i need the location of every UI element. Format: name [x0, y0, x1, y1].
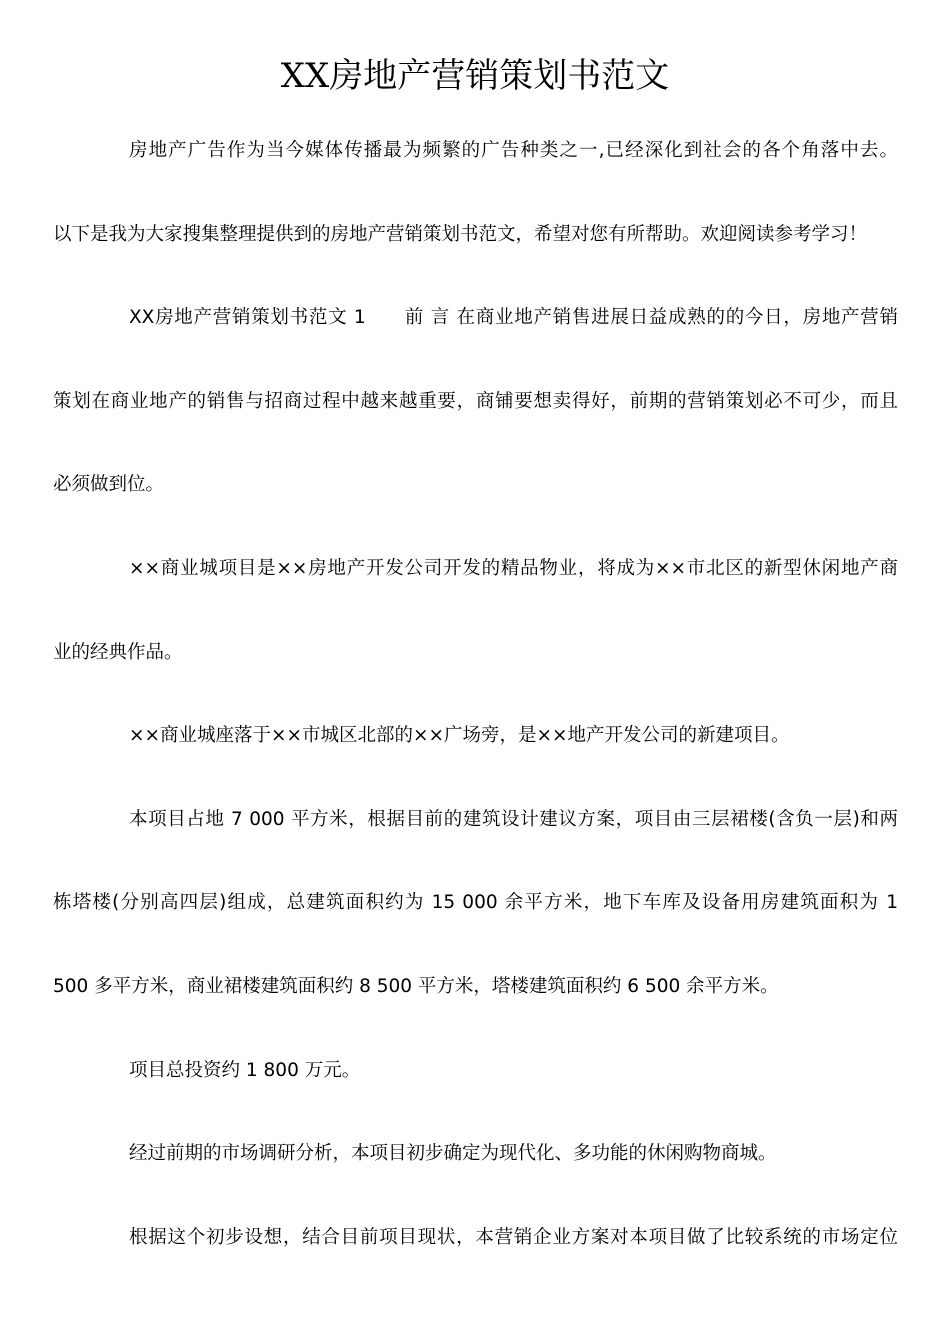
text-line: 项目总投资约 1 800 万元。 — [129, 1059, 361, 1081]
text-line: 房地产广告作为当今媒体传播最为频繁的广告种类之一,已经深化到社会的各个角落中去。 — [129, 140, 898, 161]
text-line: 经过前期的市场调研分析，本项目初步确定为现代化、多功能的休闲购物商城。 — [129, 1143, 777, 1165]
text-line: 业的经典作品。 — [53, 641, 183, 663]
text-line: 以下是我为大家搜集整理提供到的房地产营销策划书范文，希望对您有所帮助。欢迎阅读参考学习！ — [53, 223, 868, 245]
text-line: 根据这个初步设想，结合目前项目现状，本营销企业方案对本项目做了比较系统的市场定位 — [129, 1226, 898, 1248]
text-line: ××商业城项目是××房地产开发公司开发的精品物业，将成为××市北区的新型休闲地产商 — [129, 557, 898, 579]
text-line: 本项目占地 7 000 平方米，根据目前的建筑设计建议方案，项目由三层裙楼(含负一层)和两 — [129, 808, 898, 830]
text-line: 500 多平方米，商业裙楼建筑面积约 8 500 平方米，塔楼建筑面积约 6 500 余平方米。 — [53, 975, 779, 997]
document-body — [53, 109, 898, 1279]
text-line: ××商业城座落于××市城区北部的××广场旁，是××地产开发公司的新建项目。 — [129, 725, 790, 747]
text-line: 必须做到位。 — [53, 474, 165, 496]
document-title: XX房地产营销策划书范文 — [280, 56, 670, 96]
text-line: 策划在商业地产的销售与招商过程中越来越重要，商铺要想卖得好，前期的营销策划必不可少，而且 — [53, 390, 898, 412]
text-line: 栋塔楼(分别高四层)组成，总建筑面积约为 15 000 余平方米，地下车库及设备用房建筑面积为 1 — [53, 892, 898, 914]
text-line: XX房地产营销策划书范文 1 前 言 在商业地产销售进展日益成熟的的今日，房地产营销 — [129, 307, 898, 329]
